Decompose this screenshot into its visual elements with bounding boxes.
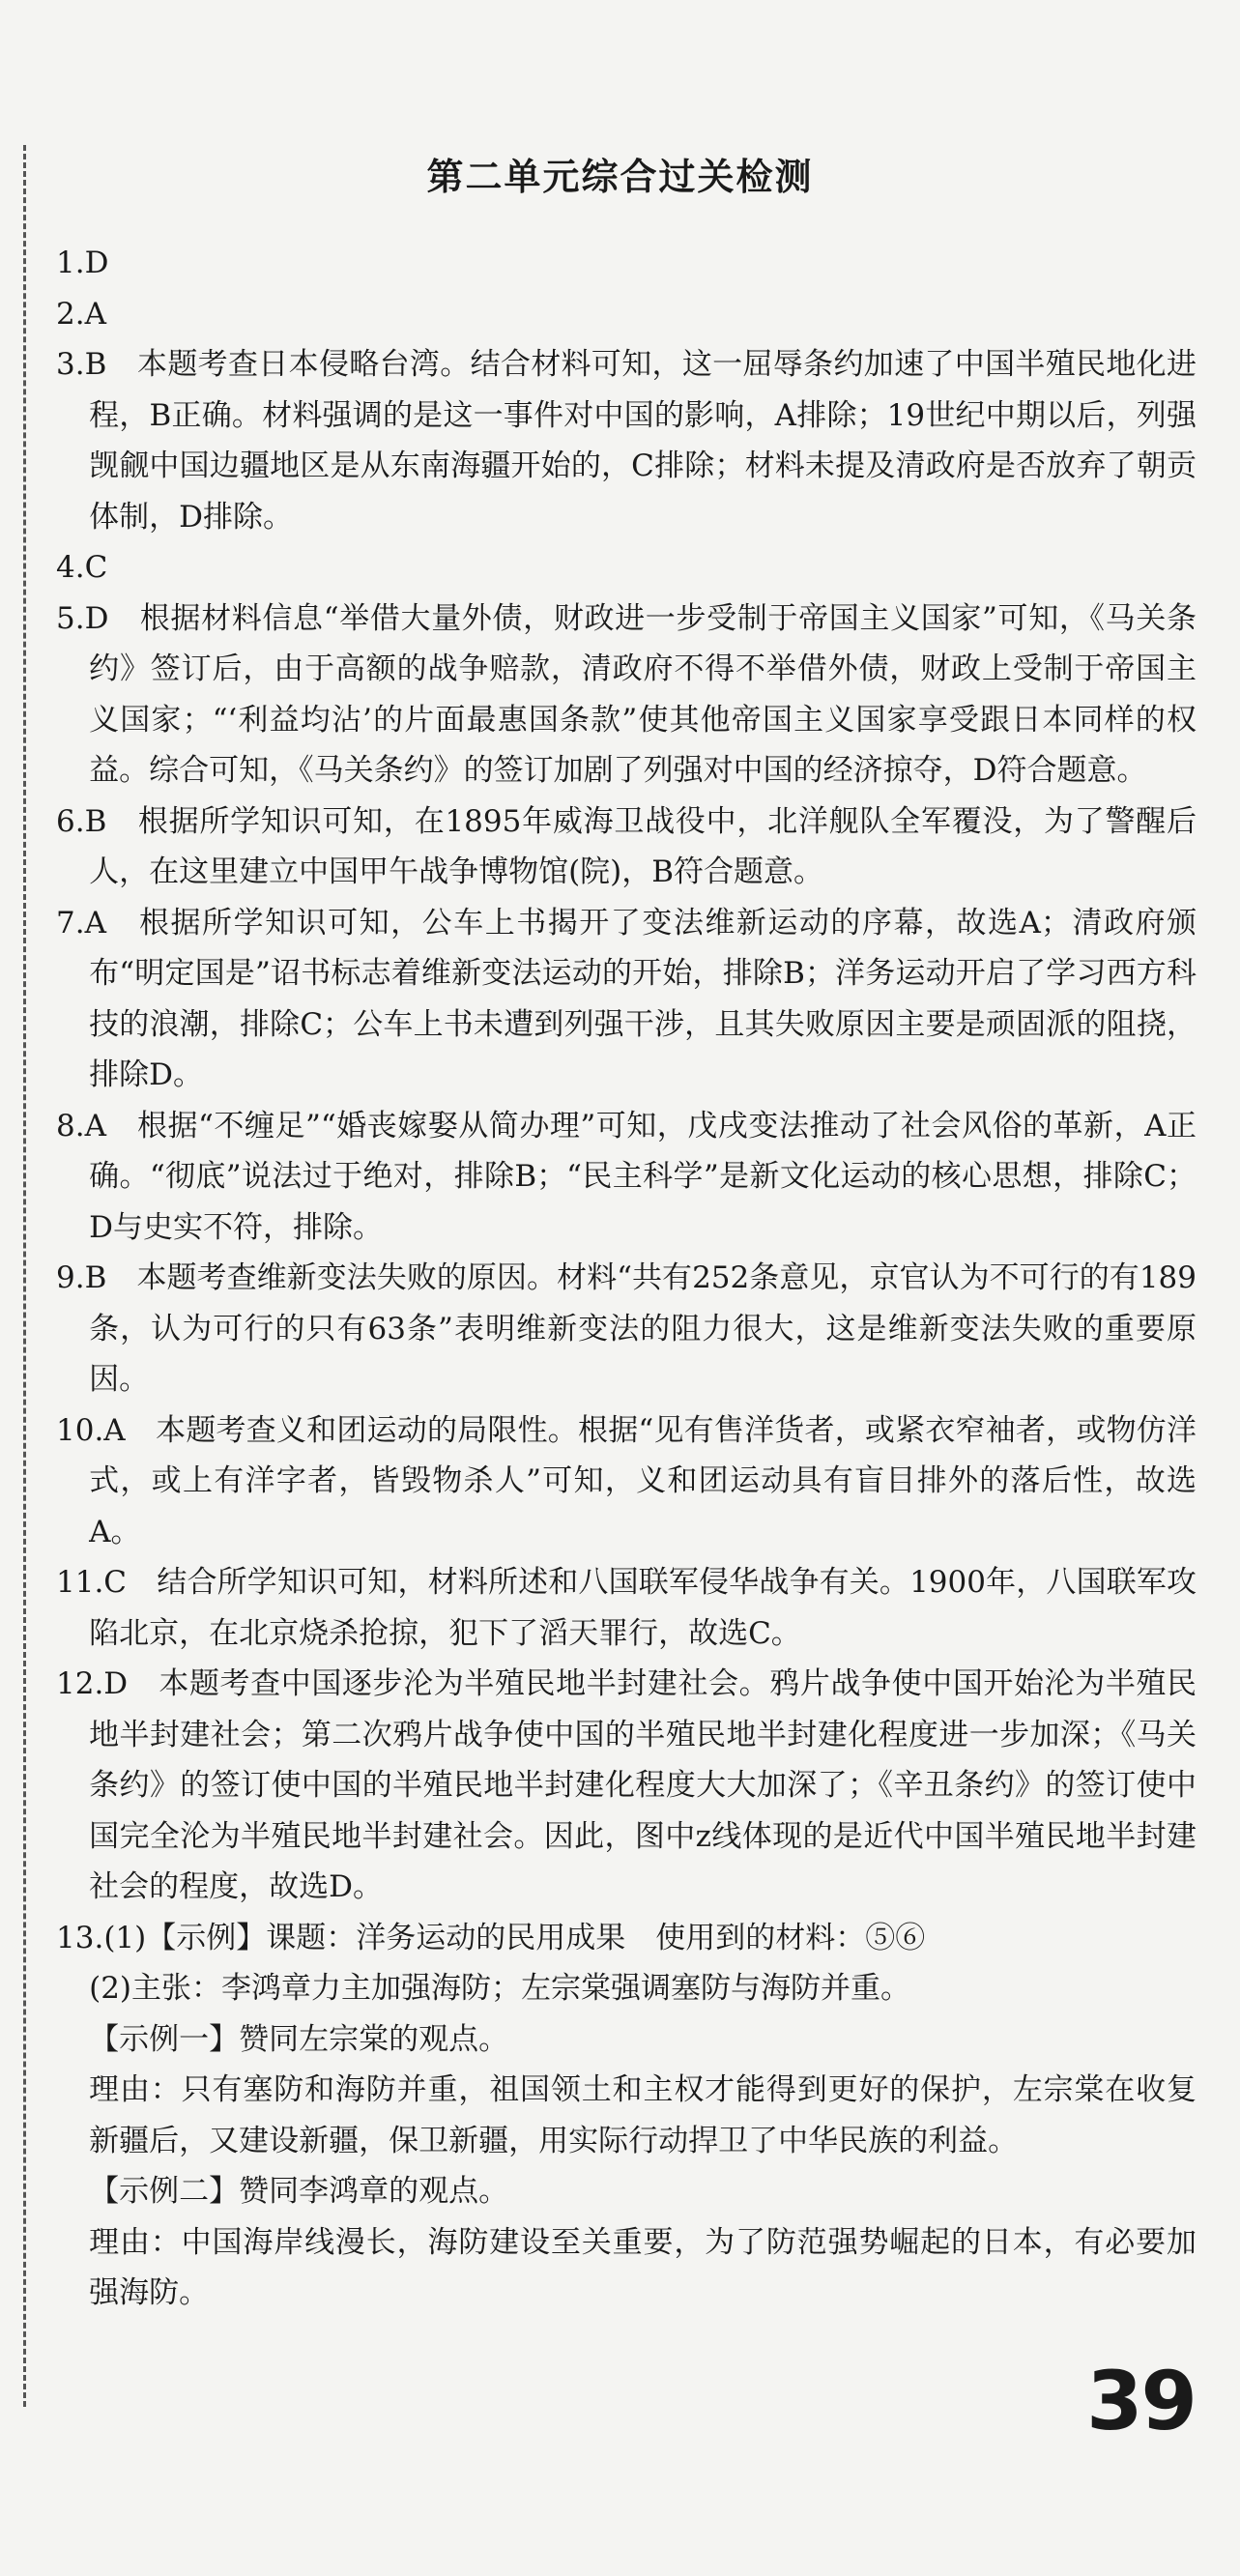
answer-explanation: 根据所学知识可知，在1895年威海卫战役中，北洋舰队全军覆没，为了警醒后人，在这里建立中国甲午战争博物馆(院)，B符合题意。 <box>89 803 1197 889</box>
q13-example1-head: 【示例一】赞同左宗棠的观点。 <box>89 2021 509 2057</box>
answer-9 <box>56 1253 1197 1405</box>
answer-1 <box>56 238 1197 289</box>
answer-8 <box>56 1101 1197 1254</box>
q13-part2: (2)主张：李鸿章力主加强海防；左宗棠强调塞防与海防并重。 <box>89 1971 911 2006</box>
answer-13 <box>56 1913 1197 1964</box>
answer-explanation: 根据材料信息“举借大量外债，财政进一步受制于帝国主义国家”可知，《马关条约》签订后，由于高额的战争赔款，清政府不得不举借外债，财政上受制于帝国主义国家；“‘利益均沾’的片面最惠国条款”使其他帝国主义国家享受跟日本同样的权益。综合可知，《马关条约》的签订加剧了列强对中国的经济掠夺，D符合题意。 <box>89 600 1197 788</box>
answer-explanation: 根据所学知识可知，公车上书揭开了变法维新运动的序幕，故选A；清政府颁布“明定国是”诏书标志着维新变法运动的开始，排除B；洋务运动开启了学习西方科技的浪潮，排除C；公车上书未遭到列强干涉，且其失败原因主要是顽固派的阻挠，排除D。 <box>89 905 1197 1092</box>
answer-number: 3.B <box>56 347 107 382</box>
answer-6 <box>56 796 1197 898</box>
q13-part1: (1)【示例】课题：洋务运动的民用成果 使用到的材料：⑤⑥ <box>103 1920 926 1955</box>
answer-number: 5.D <box>56 600 109 636</box>
answer-number: 10.A <box>56 1412 126 1448</box>
q13-example2-reason: 理由：中国海岸线漫长，海防建设至关重要，为了防范强势崛起的日本，有必要加强海防。 <box>89 2224 1197 2310</box>
answer-number: 8.A <box>56 1108 106 1143</box>
answer-number: 12.D <box>56 1666 129 1701</box>
answer-explanation: 本题考查日本侵略台湾。结合材料可知，这一屈辱条约加速了中国半殖民地化进程，B正确。材料强调的是这一事件对中国的影响，A排除；19世纪中期以后，列强觊觎中国边疆地区是从东南海疆开始的，C排除；材料未提及清政府是否放弃了朝贡体制，D排除。 <box>89 347 1197 535</box>
answer-list <box>56 238 1197 2319</box>
page-number: 39 <box>1086 2354 1196 2448</box>
answer-number: 13. <box>56 1920 104 1955</box>
answer-number: 1.D <box>56 246 109 280</box>
answer-explanation: 本题考查义和团运动的局限性。根据“见有售洋货者，或紧衣窄袖者，或物仿洋式，或上有洋字者，皆毁物杀人”可知，义和团运动具有盲目排外的落后性，故选A。 <box>89 1412 1197 1549</box>
answer-3 <box>56 339 1197 542</box>
binding-margin-line <box>23 145 26 2407</box>
q13-example1-reason: 理由：只有塞防和海防并重，祖国领土和主权才能得到更好的保护，左宗棠在收复新疆后，又建设新疆，保卫新疆，用实际行动捍卫了中华民族的利益。 <box>89 2072 1197 2158</box>
answer-explanation: 根据“不缠足”“婚丧嫁娶从简办理”可知，戊戌变法推动了社会风俗的革新，A正确。“彻底”说法过于绝对，排除B；“民主科学”是新文化运动的核心思想，排除C；D与史实不符，排除。 <box>89 1108 1197 1245</box>
answer-explanation: 本题考查中国逐步沦为半殖民地半封建社会。鸦片战争使中国开始沦为半殖民地半封建社会；第二次鸦片战争使中国的半殖民地半封建化程度进一步加深；《马关条约》的签订使中国的半殖民地半封建化程度大大加深了；《辛丑条约》的签订使中国完全沦为半殖民地半封建社会。因此，图中z线体现的是近代中国半殖民地半封建社会的程度，故选D。 <box>89 1666 1197 1904</box>
answer-number: 6.B <box>56 803 107 839</box>
answer-number: 2.A <box>56 296 106 332</box>
answer-number: 11.C <box>56 1565 128 1600</box>
answer-explanation: 本题考查维新变法失败的原因。材料“共有252条意见，京官认为不可行的有189条，认为可行的只有63条”表明维新变法的阻力很大，这是维新变法失败的重要原因。 <box>89 1260 1197 1397</box>
q13-example2-head: 【示例二】赞同李鸿章的观点。 <box>89 2174 509 2209</box>
answer-11 <box>56 1557 1197 1659</box>
answer-10 <box>56 1405 1197 1558</box>
page-title: 第二单元综合过关检测 <box>426 156 814 198</box>
answer-4 <box>56 542 1197 593</box>
answer-5 <box>56 593 1197 796</box>
answer-number: 4.C <box>56 550 108 585</box>
answer-7 <box>56 898 1197 1101</box>
answer-number: 9.B <box>56 1260 107 1295</box>
answer-number: 7.A <box>56 905 106 941</box>
answer-12 <box>56 1659 1197 1913</box>
answer-explanation: 结合所学知识可知，材料所述和八国联军侵华战争有关。1900年，八国联军攻陷北京，在北京烧杀抢掠，犯下了滔天罪行，故选C。 <box>89 1565 1197 1651</box>
answer-2 <box>56 289 1197 340</box>
